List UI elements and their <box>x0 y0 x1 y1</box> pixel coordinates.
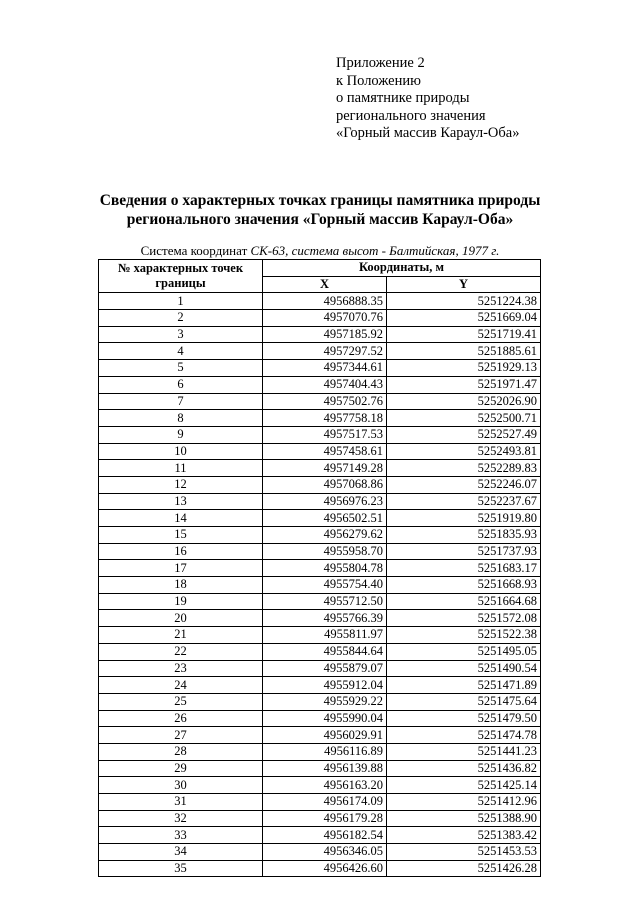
y-coordinate-cell: 5251471.89 <box>387 677 541 694</box>
point-number-cell: 16 <box>99 543 263 560</box>
table-row <box>99 777 541 794</box>
x-coordinate-cell: 4956179.28 <box>263 810 387 827</box>
y-coordinate-cell: 5251436.82 <box>387 760 541 777</box>
title-line-1: Сведения о характерных точках границы памятника природы <box>99 192 541 209</box>
x-coordinate-cell: 4955811.97 <box>263 627 387 644</box>
x-coordinate-cell: 4955912.04 <box>263 677 387 694</box>
y-coordinate-cell: 5251475.64 <box>387 693 541 710</box>
x-coordinate-cell: 4955712.50 <box>263 593 387 610</box>
header-y: Y <box>387 276 541 293</box>
point-number-cell: 21 <box>99 627 263 644</box>
y-coordinate-cell: 5252500.71 <box>387 410 541 427</box>
y-coordinate-cell: 5252493.81 <box>387 443 541 460</box>
y-coordinate-cell: 5252289.83 <box>387 460 541 477</box>
coordinate-system-caption <box>100 243 540 258</box>
point-number-cell: 8 <box>99 410 263 427</box>
x-coordinate-cell: 4956029.91 <box>263 727 387 744</box>
table-row <box>99 393 541 410</box>
x-coordinate-cell: 4956888.35 <box>263 293 387 310</box>
point-number-cell: 20 <box>99 610 263 627</box>
x-coordinate-cell: 4956426.60 <box>263 860 387 877</box>
point-number-cell: 19 <box>99 593 263 610</box>
table-row <box>99 510 541 527</box>
x-coordinate-cell: 4955754.40 <box>263 577 387 594</box>
table-row <box>99 844 541 861</box>
point-number-cell: 34 <box>99 844 263 861</box>
table-row <box>99 326 541 343</box>
caption-prefix: Система координат <box>140 243 251 258</box>
y-coordinate-cell: 5251668.93 <box>387 577 541 594</box>
table-row <box>99 743 541 760</box>
table-row <box>99 710 541 727</box>
point-number-cell: 31 <box>99 794 263 811</box>
x-coordinate-cell: 4956182.54 <box>263 827 387 844</box>
x-coordinate-cell: 4956976.23 <box>263 493 387 510</box>
y-coordinate-cell: 5251971.47 <box>387 376 541 393</box>
x-coordinate-cell: 4955990.04 <box>263 710 387 727</box>
point-number-cell: 32 <box>99 810 263 827</box>
table-row <box>99 693 541 710</box>
x-coordinate-cell: 4955804.78 <box>263 560 387 577</box>
y-coordinate-cell: 5251425.14 <box>387 777 541 794</box>
point-number-cell: 26 <box>99 710 263 727</box>
point-number-cell: 30 <box>99 777 263 794</box>
point-number-cell: 11 <box>99 460 263 477</box>
x-coordinate-cell: 4956279.62 <box>263 527 387 544</box>
point-number-cell: 23 <box>99 660 263 677</box>
y-coordinate-cell: 5251426.28 <box>387 860 541 877</box>
x-coordinate-cell: 4955766.39 <box>263 610 387 627</box>
y-coordinate-cell: 5251885.61 <box>387 343 541 360</box>
y-coordinate-cell: 5251490.54 <box>387 660 541 677</box>
x-coordinate-cell: 4956346.05 <box>263 844 387 861</box>
x-coordinate-cell: 4955929.22 <box>263 693 387 710</box>
table-row <box>99 543 541 560</box>
table-row <box>99 460 541 477</box>
x-coordinate-cell: 4957458.61 <box>263 443 387 460</box>
x-coordinate-cell: 4957758.18 <box>263 410 387 427</box>
y-coordinate-cell: 5251412.96 <box>387 794 541 811</box>
x-coordinate-cell: 4957517.53 <box>263 426 387 443</box>
x-coordinate-cell: 4955879.07 <box>263 660 387 677</box>
table-row <box>99 860 541 877</box>
y-coordinate-cell: 5251479.50 <box>387 710 541 727</box>
table-row <box>99 760 541 777</box>
appendix-line: Приложение 2 <box>336 55 425 71</box>
x-coordinate-cell: 4956174.09 <box>263 794 387 811</box>
x-coordinate-cell: 4957404.43 <box>263 376 387 393</box>
x-coordinate-cell: 4957149.28 <box>263 460 387 477</box>
table-row <box>99 343 541 360</box>
header-point-number: № характерных точек границы <box>99 260 263 293</box>
y-coordinate-cell: 5251929.13 <box>387 360 541 377</box>
y-coordinate-cell: 5251572.08 <box>387 610 541 627</box>
document-title <box>0 191 640 229</box>
point-number-cell: 13 <box>99 493 263 510</box>
y-coordinate-cell: 5251388.90 <box>387 810 541 827</box>
y-coordinate-cell: 5251664.68 <box>387 593 541 610</box>
table-row <box>99 643 541 660</box>
x-coordinate-cell: 4956502.51 <box>263 510 387 527</box>
table-row <box>99 577 541 594</box>
y-coordinate-cell: 5251474.78 <box>387 727 541 744</box>
x-coordinate-cell: 4956139.88 <box>263 760 387 777</box>
header-coordinates: Координаты, м <box>263 260 541 277</box>
table-row <box>99 443 541 460</box>
table-row <box>99 677 541 694</box>
x-coordinate-cell: 4957502.76 <box>263 393 387 410</box>
point-number-cell: 14 <box>99 510 263 527</box>
y-coordinate-cell: 5251495.05 <box>387 643 541 660</box>
x-coordinate-cell: 4957344.61 <box>263 360 387 377</box>
x-coordinate-cell: 4957185.92 <box>263 326 387 343</box>
point-number-cell: 9 <box>99 426 263 443</box>
appendix-line: о памятнике природы <box>336 90 470 106</box>
table-row <box>99 426 541 443</box>
x-coordinate-cell: 4957070.76 <box>263 310 387 327</box>
table-row <box>99 410 541 427</box>
header-x: X <box>263 276 387 293</box>
point-number-cell: 5 <box>99 360 263 377</box>
table-row <box>99 810 541 827</box>
point-number-cell: 2 <box>99 310 263 327</box>
point-number-cell: 25 <box>99 693 263 710</box>
y-coordinate-cell: 5251737.93 <box>387 543 541 560</box>
appendix-heading <box>336 55 519 143</box>
appendix-line: регионального значения <box>336 107 486 124</box>
table-row <box>99 527 541 544</box>
y-coordinate-cell: 5251835.93 <box>387 527 541 544</box>
table-row <box>99 560 541 577</box>
point-number-cell: 10 <box>99 443 263 460</box>
y-coordinate-cell: 5251919.80 <box>387 510 541 527</box>
table-row <box>99 827 541 844</box>
appendix-line: к Положению <box>336 72 421 89</box>
y-coordinate-cell: 5251383.42 <box>387 827 541 844</box>
table-row <box>99 476 541 493</box>
y-coordinate-cell: 5251224.38 <box>387 293 541 310</box>
point-number-cell: 12 <box>99 476 263 493</box>
point-number-cell: 35 <box>99 860 263 877</box>
table-row <box>99 660 541 677</box>
boundary-points-table <box>98 259 541 877</box>
point-number-cell: 29 <box>99 760 263 777</box>
point-number-cell: 6 <box>99 376 263 393</box>
point-number-cell: 22 <box>99 643 263 660</box>
table-row <box>99 794 541 811</box>
x-coordinate-cell: 4956116.89 <box>263 743 387 760</box>
y-coordinate-cell: 5251453.53 <box>387 844 541 861</box>
x-coordinate-cell: 4956163.20 <box>263 777 387 794</box>
point-number-cell: 24 <box>99 677 263 694</box>
point-number-cell: 33 <box>99 827 263 844</box>
point-number-cell: 1 <box>99 293 263 310</box>
caption-italic: СК-63, система высот - Балтийская, 1977 г. <box>250 243 500 258</box>
table-row <box>99 310 541 327</box>
table-row <box>99 493 541 510</box>
y-coordinate-cell: 5252237.67 <box>387 493 541 510</box>
y-coordinate-cell: 5251669.04 <box>387 310 541 327</box>
point-number-cell: 4 <box>99 343 263 360</box>
y-coordinate-cell: 5251683.17 <box>387 560 541 577</box>
table-row <box>99 293 541 310</box>
x-coordinate-cell: 4957068.86 <box>263 476 387 493</box>
table-row <box>99 727 541 744</box>
point-number-cell: 18 <box>99 577 263 594</box>
y-coordinate-cell: 5251441.23 <box>387 743 541 760</box>
point-number-cell: 15 <box>99 527 263 544</box>
table-row <box>99 610 541 627</box>
y-coordinate-cell: 5252527.49 <box>387 426 541 443</box>
y-coordinate-cell: 5251522.38 <box>387 627 541 644</box>
point-number-cell: 17 <box>99 560 263 577</box>
point-number-cell: 7 <box>99 393 263 410</box>
point-number-cell: 27 <box>99 727 263 744</box>
table-row <box>99 593 541 610</box>
title-line-2: регионального значения «Горный массив Караул-Оба» <box>126 211 514 228</box>
table-row <box>99 376 541 393</box>
y-coordinate-cell: 5252026.90 <box>387 393 541 410</box>
appendix-line: «Горный массив Караул-Оба» <box>336 125 520 141</box>
x-coordinate-cell: 4957297.52 <box>263 343 387 360</box>
point-number-cell: 3 <box>99 326 263 343</box>
table-row <box>99 627 541 644</box>
point-number-cell: 28 <box>99 743 263 760</box>
x-coordinate-cell: 4955844.64 <box>263 643 387 660</box>
table-body <box>99 293 541 877</box>
y-coordinate-cell: 5251719.41 <box>387 326 541 343</box>
table-row <box>99 360 541 377</box>
y-coordinate-cell: 5252246.07 <box>387 476 541 493</box>
x-coordinate-cell: 4955958.70 <box>263 543 387 560</box>
